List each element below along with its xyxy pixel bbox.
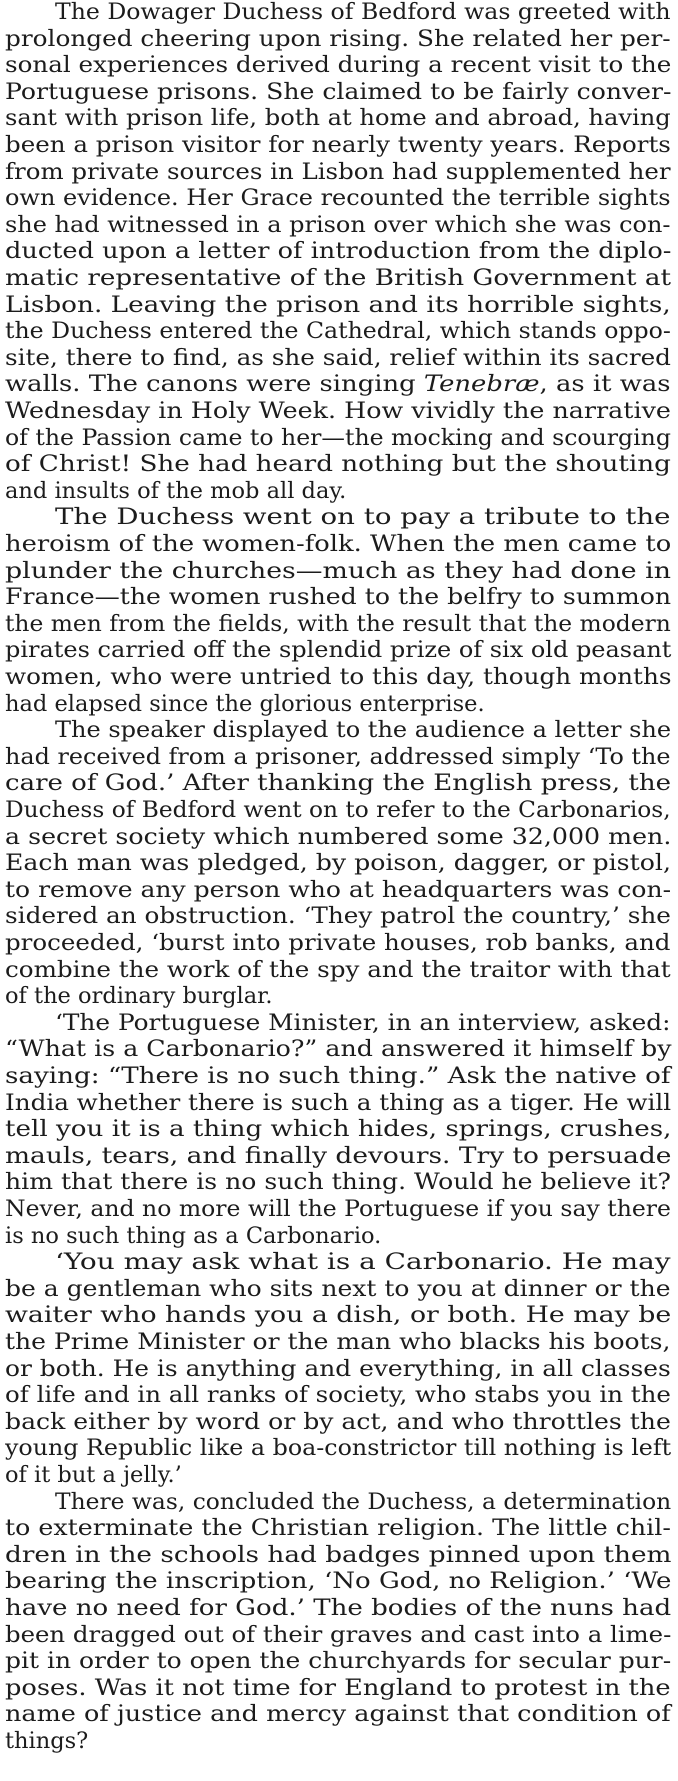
text-line: sonal experiences derived during a recent visit to the [5, 52, 672, 79]
text-line: ‘The Portuguese Minister, in an interview, asked: [55, 1009, 671, 1036]
document-page [5, 0, 676, 1781]
text-line: women, who were untried to this day, though months [5, 664, 672, 690]
text-line: site, there to find, as she said, relief within its sacred [5, 344, 671, 371]
italic-term: Tenebræ [423, 371, 540, 398]
text-line: Each man was pledged, by poison, dagger, or pistol, [5, 850, 671, 877]
text-line: and insults of the mob all day. [5, 477, 347, 504]
text-line: combine the work of the spy and the traitor with that [5, 956, 671, 983]
text-line: of the ordinary burglar. [5, 983, 273, 1010]
text-line: is no such thing as a Carbonario. [5, 1222, 382, 1249]
text-line: Duchess of Bedford went on to refer to the Carbonarios, [5, 797, 671, 823]
text-line: saying: “There is no such thing.” Ask the native of [5, 1063, 671, 1089]
text-line: of the Passion came to her—the mocking and scourging [5, 424, 671, 451]
text-line: she had witnessed in a prison over which she was con- [5, 211, 671, 238]
text-line: the Duchess entered the Cathedral, which stands oppo- [5, 318, 671, 345]
text-line: things? [5, 1728, 89, 1754]
text-line: The speaker displayed to the audience a letter she [55, 717, 672, 744]
text-line: to exterminate the Christian religion. The little chil- [5, 1515, 671, 1542]
text-line: mauls, tears, and finally devours. Try to persuade [5, 1142, 672, 1169]
text-line: of life and in all ranks of society, who stabs you in the [5, 1382, 671, 1409]
text-line: prolonged cheering upon rising. She related her per- [5, 25, 671, 52]
text-line: poses. Was it not time for England to protest in the [5, 1674, 671, 1701]
text-line: the men from the fields, with the result that the modern [5, 610, 671, 637]
text-line: to remove any person who at headquarters was con- [5, 876, 672, 903]
text-line: tell you it is a thing which hides, springs, crushes, [5, 1116, 672, 1143]
text-line: young Republic like a boa-constrictor till nothing is left [5, 1435, 672, 1462]
text-line: been dragged out of their graves and cast into a lime- [5, 1621, 672, 1648]
text-line: had elapsed since the glorious enterprise. [5, 690, 485, 717]
text-line: care of God.’ After thanking the English press, the [5, 770, 672, 797]
text-line: him that there is no such thing. Would he believe it? [5, 1169, 671, 1196]
text-line: There was, concluded the Duchess, a determination [55, 1488, 672, 1515]
text-line: had received from a prisoner, addressed simply ‘To the [5, 743, 671, 770]
text-line: Portuguese prisons. She claimed to be fairly conver- [5, 78, 672, 105]
text-line: Never, and no more will the Portuguese if you say there [5, 1196, 671, 1222]
text-line: of it but a jelly.’ [5, 1462, 182, 1488]
text-line: name of justice and mercy against that condition of [5, 1701, 671, 1728]
text-line: sidered an obstruction. ‘They patrol the country,’ she [5, 903, 671, 930]
text-line: The Duchess went on to pay a tribute to the [55, 504, 671, 531]
text-line: been a prison visitor for nearly twenty years. Reports [5, 132, 671, 158]
text-line: or both. He is anything and everything, in all classes [5, 1355, 671, 1382]
text-line: be a gentleman who sits next to you at dinner or the [5, 1275, 671, 1302]
text-line: dren in the schools had badges pinned upon them [5, 1541, 672, 1568]
text-line: bearing the inscription, ‘No God, no Religion.’ ‘We [5, 1568, 672, 1595]
text-line: proceeded, ‘burst into private houses, rob banks, and [5, 930, 671, 956]
text-line: the Prime Minister or the man who blacks his boots, [5, 1329, 671, 1355]
text-line: India whether there is such a thing as a tiger. He will [5, 1089, 672, 1116]
text-line: waiter who hands you a dish, or both. He may be [5, 1302, 672, 1329]
text-line: pirates carried off the splendid prize of six old peasant [5, 637, 672, 664]
text-line: have no need for God.’ The bodies of the nuns had [5, 1595, 672, 1621]
text-line: matic representative of the British Government at [5, 265, 672, 291]
text-line: ‘You may ask what is a Carbonario. He may [55, 1249, 671, 1276]
text-line: ducted upon a letter of introduction from the diplo- [5, 238, 672, 265]
text-line: a secret society which numbered some 32,000 men. [5, 823, 672, 850]
text-line: plunder the churches—much as they had done in [5, 557, 671, 584]
text-line: walls. The canons were singing Tenebræ, as it was [5, 371, 671, 398]
text-line: Lisbon. Leaving the prison and its horrible sights, [5, 291, 671, 318]
text-line: sant with prison life, both at home and abroad, having [5, 105, 671, 132]
text-line: own evidence. Her Grace recounted the terrible sights [5, 185, 671, 212]
text-line: France—the women rushed to the belfry to summon [5, 584, 672, 611]
text-line: from private sources in Lisbon had supplemented her [5, 158, 671, 185]
text-line: of Christ! She had heard nothing but the shouting [5, 451, 671, 478]
text-line: heroism of the women-folk. When the men came to [5, 531, 672, 557]
text-line: “What is a Carbonario?” and answered it himself by [5, 1036, 672, 1063]
text-line: Wednesday in Holy Week. How vividly the narrative [5, 398, 671, 424]
text-line: back either by word or by act, and who throttles the [5, 1408, 671, 1435]
text-line: The Dowager Duchess of Bedford was greeted with [55, 0, 671, 25]
text-line: pit in order to open the churchyards for secular pur- [5, 1648, 672, 1675]
